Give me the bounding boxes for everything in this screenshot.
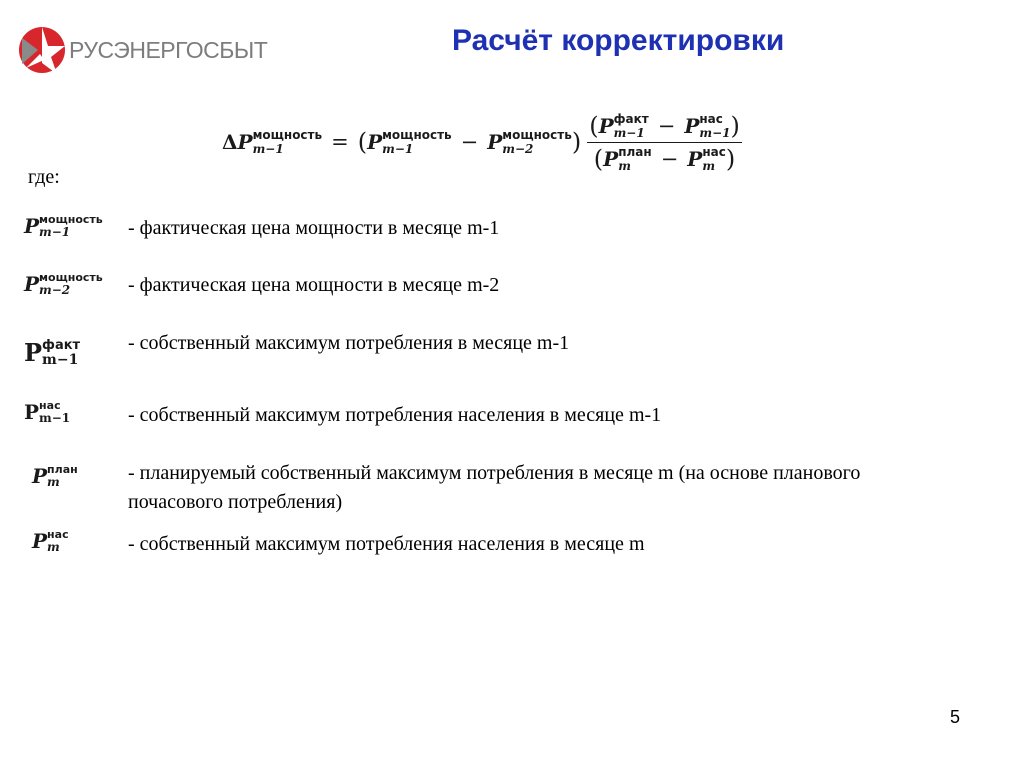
subscript: m−1 [613,125,645,140]
formula-term-2 [487,129,572,155]
legend-description: - собственный максимум потребления населения в месяце m-1 [128,404,662,426]
subscript: m−1 [252,142,284,156]
symbol-p: P [684,113,700,138]
superscript: мощность [382,128,452,142]
legend-description: - планируемый собственный максимум потребления в месяце m (на основе планового почасового потребления) [128,462,861,513]
symbol-p: P [32,528,48,553]
legend-symbol [32,527,69,553]
company-logo [18,24,268,76]
subscript: m [47,539,60,554]
legend-symbol [24,336,80,367]
left-paren: ( [357,128,368,156]
logo-emblem-icon [18,24,68,76]
fraction-bar [587,142,742,143]
symbol-p: P [367,130,383,154]
right-paren: ) [725,144,736,173]
superscript: факт [613,111,649,126]
legend-symbol [32,462,78,488]
correction-formula [222,110,742,174]
subscript: m [618,158,631,173]
symbol-p: P [687,146,703,171]
legend-description: - собственный максимум потребления в месяце m-1 [128,332,570,354]
legend-symbol [24,398,70,424]
left-paren: ( [589,111,599,140]
superscript: нас [699,111,723,126]
symbol-p: P [24,271,40,296]
superscript: мощность [252,128,323,142]
superscript: план [618,144,652,159]
formula-lhs [222,129,322,155]
fraction-numerator [587,112,742,140]
legend-symbol [24,212,103,238]
symbol-p: P [24,213,40,238]
subscript: m−2 [39,282,71,297]
legend-symbol [24,270,103,296]
fraction-denominator [592,145,737,173]
subscript: m−1 [39,224,71,239]
superscript: факт [42,337,81,353]
right-paren: ) [571,128,582,156]
symbol-p: P [24,399,40,424]
symbol-p: P [603,146,619,171]
symbol-p: P [598,113,614,138]
page-number: 5 [950,707,961,727]
right-paren: ) [730,111,740,140]
where-label: где: [28,166,60,188]
minus-sign: − [657,113,676,138]
superscript: нас [39,398,61,412]
formula-term-1 [367,129,452,155]
minus-sign: − [660,146,679,171]
legend-description: - фактическая цена мощности в месяце m-1 [128,217,500,239]
symbol-p: P [24,337,43,367]
subscript: m [47,474,60,489]
subscript: m−1 [39,410,71,425]
subscript: m−1 [699,125,731,140]
superscript: мощность [39,270,103,284]
formula-fraction [587,112,742,173]
subscript: m−2 [502,142,534,156]
minus-sign: − [460,130,479,154]
symbol-p: P [487,130,503,154]
slide-title: Расчёт корректировки [452,24,785,57]
symbol-p: P [32,463,48,488]
superscript: мощность [39,212,103,226]
delta-sign: Δ [222,130,238,154]
subscript: m−1 [42,351,79,368]
superscript: план [47,462,78,476]
superscript: нас [47,527,69,541]
legend-description: - фактическая цена мощности в месяце m-2 [128,274,500,296]
symbol-p: P [237,130,253,154]
superscript: мощность [502,128,572,142]
left-paren: ( [593,144,604,173]
superscript: нас [702,144,726,159]
subscript: m−1 [382,142,414,156]
legend-description: - собственный максимум потребления населения в месяце m [128,533,645,555]
equals-sign: = [331,130,349,154]
subscript: m [702,158,716,173]
brand-name: РУСЭНЕРГОСБЫТ [69,37,268,63]
